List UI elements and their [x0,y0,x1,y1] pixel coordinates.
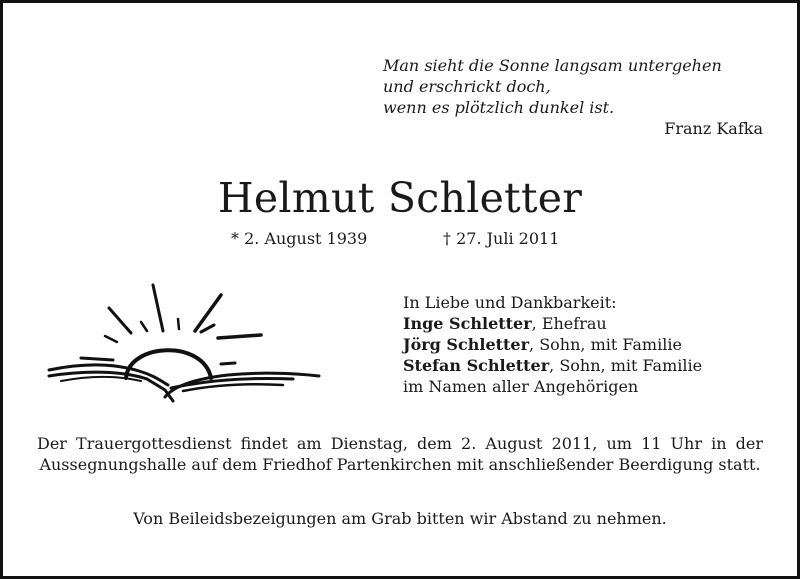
death-date: † 27. Juli 2011 [443,229,560,248]
mourner-relation: , Ehefrau [531,314,607,333]
sunset-icon [43,275,323,409]
mourner-name: Inge Schletter [403,314,532,333]
birth-date: * 2. August 1939 [231,229,368,248]
mourners-block [403,292,783,397]
mourners-closing: im Namen aller Angehörigen [403,377,639,396]
quote-line: wenn es plötzlich dunkel ist. [383,98,615,117]
quote-author: Franz Kafka [664,119,763,138]
funeral-notice: Der Trauergottesdienst findet am Dienstag, dem 2. August 2011, um 11 Uhr in der Aussegnungshalle auf dem Friedhof Partenkirchen mit anschließender Beerdigung statt. [37,434,763,474]
mourner-relation: , Sohn, mit Familie [529,335,682,354]
quote-line: und erschrickt doch, [383,77,551,96]
mourner-entry [403,334,783,355]
mourner-name: Stefan Schletter [403,356,550,375]
mourner-entry [403,313,783,334]
mourner-relation: , Sohn, mit Familie [549,356,703,375]
condolence-request: Von Beileidsbezeigungen am Grab bitten wir Abstand zu nehmen. [133,509,667,528]
kafka-quote [383,55,763,118]
mourner-entry [403,355,783,376]
mourner-name: Jörg Schletter [403,335,530,354]
quote-line: Man sieht die Sonne langsam untergehen [383,56,722,75]
mourners-intro: In Liebe und Dankbarkeit: [403,293,617,312]
deceased-name: Helmut Schletter [217,174,583,222]
